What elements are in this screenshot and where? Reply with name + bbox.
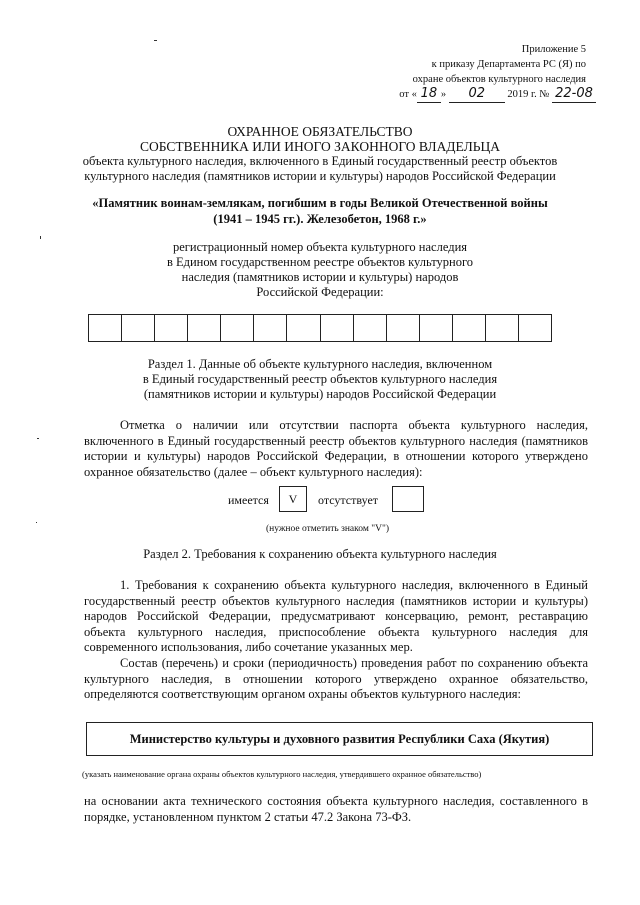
document-title [60,124,580,154]
registration-digit-cell[interactable] [387,315,420,341]
registration-line: регистрационный номер объекта культурного наследия [172,240,468,254]
section1-heading [120,357,520,402]
section1-line: (памятников истории и культуры) народов Российской Федерации [143,387,497,401]
order-date-line [399,86,596,103]
registration-digit-cell[interactable] [89,315,122,341]
document-subtitle [60,154,580,184]
registration-digit-cell[interactable] [519,315,551,341]
registration-digit-cell[interactable] [420,315,453,341]
doc-number: 22-08 [552,86,596,103]
scan-mark [36,522,37,523]
subtitle-line: культурного наследия (памятников истории и культуры) народов Российской Федерации [84,169,556,183]
section2-paragraph-2: Состав (перечень) и сроки (периодичность) проведения работ по сохранению объекта культурного наследия, в отношении которого утверждено охранное обязательство, определяются соответствующим органом охраны объектов культурного наследия: [84,656,588,701]
registration-digit-cell[interactable] [221,315,254,341]
subtitle-line: объекта культурного наследия, включенного в Единый государственный реестр объектов [82,154,558,168]
title-line: СОБСТВЕННИКА ИЛИ ИНОГО ЗАКОННОГО ВЛАДЕЛЬЦА [139,139,500,154]
order-line: охране объектов культурного наследия [412,74,586,85]
date-sep: » [440,89,447,100]
monument-name [60,195,580,227]
scan-mark [37,438,39,439]
no-passport-label: отсутствует [318,493,379,507]
registration-line: наследия (памятников истории и культуры) народов [181,270,459,284]
registration-digit-cell[interactable] [122,315,155,341]
appendix-header [413,42,586,87]
checkbox-note: (нужное отметить знаком "V") [266,524,389,534]
section1-line: в Единый государственный реестр объектов культурного наследия [142,372,498,386]
registration-digit-cell[interactable] [155,315,188,341]
passport-checkbox-row [0,486,640,516]
basis-paragraph: на основании акта технического состояния объекта культурного наследия, составленного в порядке, установленном пунктом 2 статьи 47.2 Закона 73-ФЗ. [84,794,588,824]
appendix-title: Приложение 5 [521,44,586,55]
section2-heading: Раздел 2. Требования к сохранению объекта культурного наследия [143,547,497,561]
registration-digit-cell[interactable] [287,315,320,341]
passport-paragraph: Отметка о наличии или отсутствии паспорта объекта культурного наследия, включенного в Единый государственный реестр объектов культурного наследия (памятников истории и культуры) народов Российской Федерации, в отношении которого утверждено охранное обязательство (далее – объект культурного наследия): [84,418,588,479]
has-passport-label: имеется [228,493,269,507]
registration-number-grid [88,314,552,342]
ministry-name-box: Министерство культуры и духовного развития Республики Саха (Якутия) [86,722,593,756]
registration-digit-cell[interactable] [254,315,287,341]
monument-line: (1941 – 1945 гг.). Железобетон, 1968 г.» [213,212,427,226]
ministry-note: (указать наименование органа охраны объектов культурного наследия, утвердившего охранное обязательство) [82,769,482,779]
registration-line: в Едином государственном реестре объектов культурного [166,255,474,269]
scan-mark [40,236,41,239]
monument-line: «Памятник воинам-землякам, погибшим в годы Великой Отечественной войны [92,196,548,210]
title-line: ОХРАННОЕ ОБЯЗАТЕЛЬСТВО [227,124,413,139]
date-prefix: от « [399,89,417,100]
section1-line: Раздел 1. Данные об объекте культурного наследия, включенном [147,357,493,371]
date-day: 18 [417,86,441,103]
section2-paragraph-1: 1. Требования к сохранению объекта культурного наследия, включенного в Единый государственный реестр объектов культурного наследия (памятников истории и культуры) народов Российской Федерации, предусматривают консервацию, ремонт, реставрацию объекта культурного наследия, приспособление объекта культурного наследия для современного использования, либо сочетание указанных мер. [84,578,588,654]
order-line: к приказу Департамента РС (Я) по [431,59,586,70]
registration-digit-cell[interactable] [453,315,486,341]
registration-digit-cell[interactable] [354,315,387,341]
has-passport-checkbox[interactable]: V [279,486,307,512]
registration-label [160,240,480,300]
date-year: 2019 г. № [507,89,550,100]
registration-digit-cell[interactable] [321,315,354,341]
no-passport-checkbox[interactable] [392,486,424,512]
scan-mark [154,40,157,41]
date-month: 02 [449,86,505,103]
registration-digit-cell[interactable] [486,315,519,341]
registration-line: Российской Федерации: [256,285,384,299]
registration-digit-cell[interactable] [188,315,221,341]
